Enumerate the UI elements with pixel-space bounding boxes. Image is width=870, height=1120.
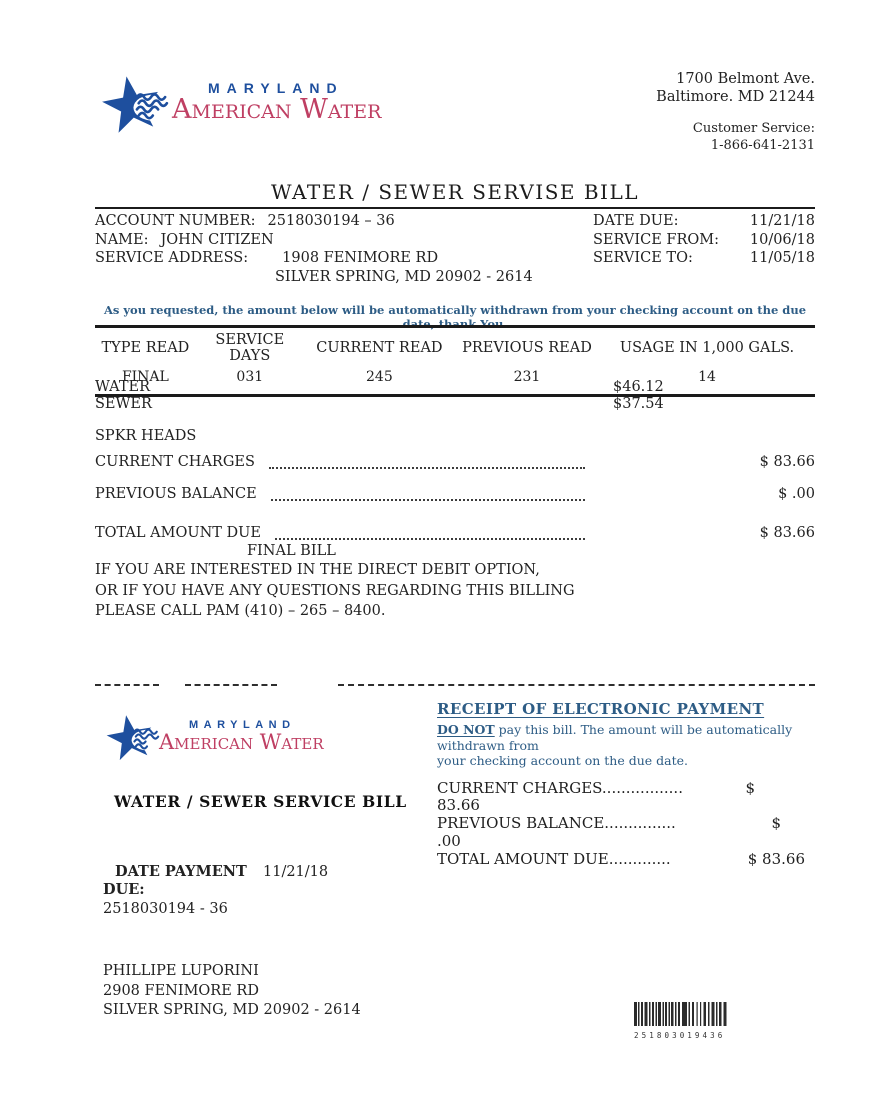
type-read-value: FINAL: [121, 369, 169, 385]
total-due-amount: $ 83.66: [759, 525, 815, 541]
receipt-charges: [437, 780, 813, 869]
meter-table-header-row: [95, 327, 815, 365]
barcode-digits: 251803019436: [634, 1031, 726, 1040]
stub-current-charges-currency: $: [745, 778, 755, 797]
col-service-days: SERVICE DAYS: [215, 332, 285, 364]
stub-current-charges-amount: 83.66: [437, 796, 480, 815]
receipt-line-1: pay this bill. The amount will be automatically: [494, 722, 793, 737]
info-line-3: PLEASE CALL PAM (410) – 265 – 8400.: [95, 603, 386, 619]
service-to-label: SERVICE TO:: [593, 250, 693, 266]
account-number-label: ACCOUNT NUMBER:: [95, 213, 256, 229]
logo-region-text: MARYLAND: [208, 80, 344, 96]
final-bill-note: FINAL BILL: [247, 543, 336, 559]
service-to: 11/05/18: [749, 250, 815, 266]
previous-balance-label: PREVIOUS BALANCE: [95, 486, 257, 502]
company-address: [656, 70, 815, 154]
mail-to-street: 2908 FENIMORE RD: [103, 982, 259, 999]
stub-total-due-amount: $ 83.66: [747, 849, 805, 868]
info-line-2: OR IF YOU HAVE ANY QUESTIONS REGARDING THIS BILLING: [95, 582, 575, 599]
total-due-label: TOTAL AMOUNT DUE: [95, 525, 261, 541]
service-from-label: SERVICE FROM:: [593, 231, 720, 248]
tear-line-segment: [185, 684, 277, 686]
account-number: 2518030194 – 36: [267, 213, 395, 229]
service-address-line-2: SILVER SPRING, MD 20902 - 2614: [275, 268, 533, 285]
water-amount: $46.12: [613, 379, 664, 395]
service-address-label: SERVICE ADDRESS:: [95, 250, 249, 266]
mailing-address: [103, 962, 361, 1021]
sewer-label: SEWER: [95, 395, 152, 412]
company-logo: [100, 72, 381, 138]
dotted-leader: [271, 486, 585, 501]
service-days-value: 031: [236, 369, 264, 385]
do-not-text: DO NOT: [437, 722, 495, 737]
line-item-sewer: [95, 396, 815, 413]
barcode: [634, 1002, 730, 1040]
dotted-leader: [275, 525, 585, 540]
address-line-2: Baltimore. MD 21244: [656, 89, 815, 105]
customer-service-label: Customer Service:: [692, 121, 815, 136]
dotted-leader: [269, 454, 585, 469]
stub-total-due-label: TOTAL AMOUNT DUE.............: [437, 849, 671, 868]
company-logo-stub: [105, 712, 324, 764]
barcode-icon: [634, 1002, 728, 1026]
bill-title: WATER / SEWER SERVISE BILL: [270, 180, 640, 204]
receipt-line-3: your checking account on the due date.: [437, 753, 688, 768]
service-from: 10/06/18: [749, 231, 815, 248]
sewer-amount: $37.54: [613, 395, 664, 412]
date-payment-due-block: [103, 863, 328, 899]
previous-balance-amount: $ .00: [778, 486, 815, 502]
col-type-read: TYPE READ: [101, 340, 190, 356]
mail-to-city: SILVER SPRING, MD 20902 - 2614: [103, 1002, 361, 1018]
billing-dates: [593, 212, 815, 268]
name-label: NAME:: [95, 231, 149, 248]
previous-balance-row: [95, 486, 815, 503]
date-payment-due-value: 11/21/18: [263, 864, 329, 880]
address-line-1: 1700 Belmont Ave.: [676, 71, 815, 87]
account-info: [95, 212, 533, 286]
tear-line-segment: [338, 684, 815, 686]
title-divider: [95, 207, 815, 209]
stub-account-number: 2518030194 - 36: [103, 901, 228, 917]
col-usage: USAGE IN 1,000 GALS.: [619, 340, 795, 356]
col-previous-read: PREVIOUS READ: [462, 340, 592, 356]
stub-previous-balance-currency: $: [771, 814, 781, 833]
info-line-1: IF YOU ARE INTERESTED IN THE DIRECT DEBIT OPTION,: [95, 562, 540, 578]
total-due-row: [95, 525, 815, 542]
customer-name: JOHN CITIZEN: [160, 231, 274, 248]
charge-line-items: [95, 379, 815, 412]
previous-read-value: 231: [513, 369, 541, 385]
customer-service-phone: 1-866-641-2131: [710, 138, 815, 153]
current-charges-amount: $ 83.66: [759, 454, 815, 470]
mail-to-name: PHILLIPE LUPORINI: [103, 963, 259, 979]
current-charges-row: [95, 454, 815, 471]
stub-current-charges-label: CURRENT CHARGES.................: [437, 778, 683, 797]
direct-debit-info: [95, 560, 575, 622]
auto-withdrawal-notice: As you requested, the amount below will be automatically withdrawn from your checking account on the due date, thank You.: [103, 303, 807, 331]
col-current-read: CURRENT READ: [316, 340, 443, 356]
spkr-heads-label: SPKR HEADS: [95, 428, 197, 444]
date-payment-due-label: DATE PAYMENT DUE:: [103, 863, 247, 898]
stub-previous-balance-amount: .00: [437, 831, 461, 850]
tear-line-segment: [95, 684, 159, 686]
date-due-label: DATE DUE:: [593, 213, 679, 229]
logo-name-text: American Water: [159, 730, 324, 754]
stub-bill-title: WATER / SEWER SERVICE BILL: [114, 792, 407, 811]
service-address-line-1: 1908 FENIMORE RD: [282, 250, 439, 266]
line-item-water: [95, 379, 815, 396]
water-label: WATER: [95, 379, 151, 395]
receipt-line-2: withdrawn from: [437, 737, 539, 753]
stub-previous-balance-label: PREVIOUS BALANCE...............: [437, 814, 676, 833]
current-read-value: 245: [366, 369, 393, 385]
current-charges-label: CURRENT CHARGES: [95, 454, 255, 470]
logo-name-text: American Water: [172, 94, 382, 125]
date-due: 11/21/18: [749, 213, 815, 229]
electronic-payment-receipt: [437, 700, 813, 868]
receipt-text: [437, 722, 813, 769]
logo-region-text: MARYLAND: [189, 719, 296, 731]
receipt-title: RECEIPT OF ELECTRONIC PAYMENT: [437, 700, 765, 718]
usage-value: 14: [698, 369, 716, 385]
